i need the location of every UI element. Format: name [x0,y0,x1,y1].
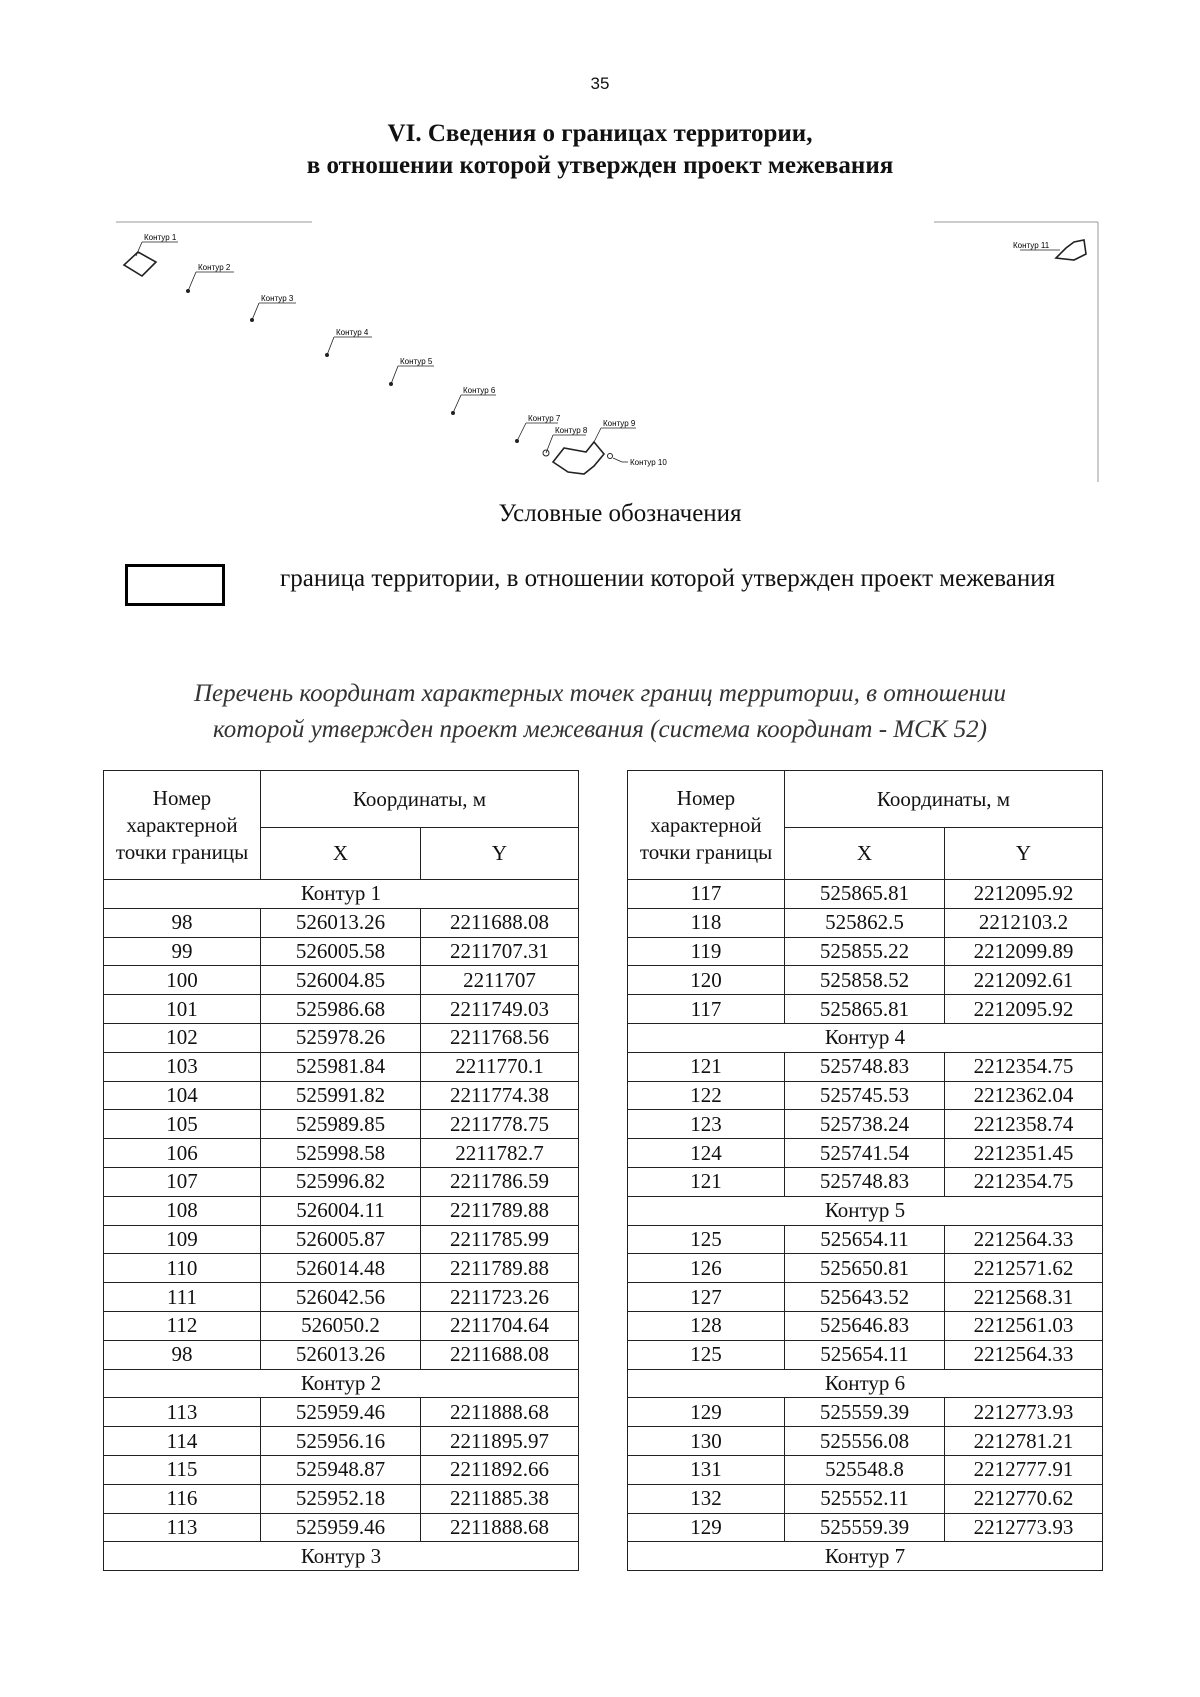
x-coordinate-cell: 525865.81 [785,995,945,1024]
x-coordinate-cell: 525959.46 [261,1513,421,1542]
point-number-cell: 130 [628,1427,785,1456]
table-row [104,1196,579,1225]
point-number-cell: 132 [628,1484,785,1513]
table-row [628,1139,1103,1168]
x-coordinate-cell: 526014.48 [261,1254,421,1283]
y-coordinate-cell: 2212777.91 [945,1455,1103,1484]
y-coordinate-cell: 2212103.2 [945,908,1103,937]
x-coordinate-cell: 525952.18 [261,1484,421,1513]
y-coordinate-cell: 2211895.97 [421,1427,579,1456]
x-coordinate-cell: 526042.56 [261,1283,421,1312]
table-row [628,1225,1103,1254]
legend-title: Условные обозначения [498,500,742,527]
table-row [628,1311,1103,1340]
y-coordinate-cell: 2211707 [421,966,579,995]
x-coordinate-cell: 526013.26 [261,908,421,937]
contour-label-8: Контур 8 [555,426,588,435]
table-row [104,1398,579,1427]
point-number-cell: 120 [628,966,785,995]
y-coordinate-cell: 2212358.74 [945,1110,1103,1139]
header-y: Y [945,828,1103,880]
point-number-cell: 113 [104,1513,261,1542]
x-coordinate-cell: 525948.87 [261,1455,421,1484]
contour-label-5: Контур 5 [400,357,433,366]
y-coordinate-cell: 2211778.75 [421,1110,579,1139]
table-row [104,1023,579,1052]
point-number-cell: 100 [104,966,261,995]
coordinates-caption [0,676,1200,748]
contour-label-7: Контур 7 [528,414,561,423]
contour-name: Контур 4 [628,1023,1103,1052]
table-row [628,995,1103,1024]
point-number-cell: 118 [628,908,785,937]
contour-label-1: Контур 1 [144,233,177,242]
x-coordinate-cell: 525556.08 [785,1427,945,1456]
y-coordinate-cell: 2211749.03 [421,995,579,1024]
x-coordinate-cell: 525654.11 [785,1340,945,1369]
y-coordinate-cell: 2211723.26 [421,1283,579,1312]
y-coordinate-cell: 2211774.38 [421,1081,579,1110]
table-row [104,1455,579,1484]
y-coordinate-cell: 2211768.56 [421,1023,579,1052]
contour-name: Контур 3 [104,1542,579,1571]
contour-10-shape [608,454,613,459]
header-coordinates: Координаты, м [261,771,579,828]
contour-name: Контур 7 [628,1542,1103,1571]
point-number-cell: 98 [104,908,261,937]
point-number-cell: 117 [628,880,785,909]
contour-1-shape [124,252,156,276]
point-number-cell: 116 [104,1484,261,1513]
table-row [104,1427,579,1456]
y-coordinate-cell: 2211888.68 [421,1513,579,1542]
table-row [628,880,1103,909]
table-row [628,1398,1103,1427]
header-coordinates: Координаты, м [785,771,1103,828]
contour-label-11: Контур 11 [1013,241,1050,250]
point-number-cell: 114 [104,1427,261,1456]
x-coordinate-cell: 525748.83 [785,1167,945,1196]
y-coordinate-cell: 2212561.03 [945,1311,1103,1340]
table-row [104,1513,579,1542]
contour-label-3: Контур 3 [261,294,294,303]
table-body-left [104,880,579,1571]
y-coordinate-cell: 2212354.75 [945,1052,1103,1081]
x-coordinate-cell: 525858.52 [785,966,945,995]
section-title-line-2: в отношении которой утвержден проект межевания [306,152,894,179]
table-row [628,1052,1103,1081]
y-coordinate-cell: 2212354.75 [945,1167,1103,1196]
contour-name: Контур 1 [104,880,579,909]
y-coordinate-cell: 2211688.08 [421,908,579,937]
x-coordinate-cell: 525959.46 [261,1398,421,1427]
y-coordinate-cell: 2212095.92 [945,880,1103,909]
header-x: X [261,828,421,880]
point-number-cell: 102 [104,1023,261,1052]
point-number-cell: 127 [628,1283,785,1312]
table-row [628,1283,1103,1312]
point-number-cell: 124 [628,1139,785,1168]
y-coordinate-cell: 2211707.31 [421,937,579,966]
contour-header-row [104,1542,579,1571]
header-x: X [785,828,945,880]
point-number-cell: 119 [628,937,785,966]
table-row [104,1225,579,1254]
table-row [104,1139,579,1168]
contour-header-row [628,1369,1103,1398]
x-coordinate-cell: 525548.8 [785,1455,945,1484]
table-row [628,1167,1103,1196]
x-coordinate-cell: 525654.11 [785,1225,945,1254]
y-coordinate-cell: 2211782.7 [421,1139,579,1168]
boundary-map [116,220,1100,482]
x-coordinate-cell: 525738.24 [785,1110,945,1139]
point-number-cell: 122 [628,1081,785,1110]
x-coordinate-cell: 525989.85 [261,1110,421,1139]
table-row [104,937,579,966]
point-number-cell: 107 [104,1167,261,1196]
point-number-cell: 125 [628,1225,785,1254]
contour-header-row [104,1369,579,1398]
contour-name: Контур 5 [628,1196,1103,1225]
x-coordinate-cell: 525559.39 [785,1398,945,1427]
table-row [104,908,579,937]
contour-label-10: Контур 10 [630,458,667,467]
x-coordinate-cell: 526005.87 [261,1225,421,1254]
table-row [628,908,1103,937]
x-coordinate-cell: 525552.11 [785,1484,945,1513]
point-number-cell: 129 [628,1398,785,1427]
point-number-cell: 99 [104,937,261,966]
y-coordinate-cell: 2212770.62 [945,1484,1103,1513]
coordinates-table-left [103,770,579,1571]
point-number-cell: 106 [104,1139,261,1168]
header-y: Y [421,828,579,880]
y-coordinate-cell: 2212773.93 [945,1398,1103,1427]
y-coordinate-cell: 2211770.1 [421,1052,579,1081]
x-coordinate-cell: 525748.83 [785,1052,945,1081]
x-coordinate-cell: 525986.68 [261,995,421,1024]
point-number-cell: 117 [628,995,785,1024]
section-title [0,118,1200,182]
contour-header-row [628,1196,1103,1225]
y-coordinate-cell: 2212351.45 [945,1139,1103,1168]
x-coordinate-cell: 526004.11 [261,1196,421,1225]
contour-header-row [628,1542,1103,1571]
coordinates-table-right [627,770,1103,1571]
point-number-cell: 111 [104,1283,261,1312]
x-coordinate-cell: 525981.84 [261,1052,421,1081]
table-row [104,1052,579,1081]
y-coordinate-cell: 2212099.89 [945,937,1103,966]
table-row [104,1311,579,1340]
header-point-number: Номер характерной точки границы [104,771,261,880]
point-number-cell: 104 [104,1081,261,1110]
header-point-number: Номер характерной точки границы [628,771,785,880]
table-row [104,1167,579,1196]
point-number-cell: 101 [104,995,261,1024]
x-coordinate-cell: 525996.82 [261,1167,421,1196]
y-coordinate-cell: 2211789.88 [421,1254,579,1283]
table-row [628,1513,1103,1542]
legend-item-text: граница территории, в отношении которой утвержден проект межевания [280,565,1056,592]
y-coordinate-cell: 2211704.64 [421,1311,579,1340]
contour-name: Контур 6 [628,1369,1103,1398]
contour-9-shape [553,442,604,474]
point-number-cell: 110 [104,1254,261,1283]
y-coordinate-cell: 2211785.99 [421,1225,579,1254]
x-coordinate-cell: 525956.16 [261,1427,421,1456]
caption-line-2: которой утвержден проект межевания (система координат - МСК 52) [213,716,987,743]
contour-label-2: Контур 2 [198,263,231,272]
table-row [628,1340,1103,1369]
point-number-cell: 121 [628,1052,785,1081]
table-row [628,1254,1103,1283]
point-number-cell: 113 [104,1398,261,1427]
point-number-cell: 105 [104,1110,261,1139]
x-coordinate-cell: 525643.52 [785,1283,945,1312]
x-coordinate-cell: 525559.39 [785,1513,945,1542]
contour-header-row [628,1023,1103,1052]
y-coordinate-cell: 2211789.88 [421,1196,579,1225]
x-coordinate-cell: 525855.22 [785,937,945,966]
x-coordinate-cell: 525650.81 [785,1254,945,1283]
page-number: 35 [590,74,610,93]
y-coordinate-cell: 2212773.93 [945,1513,1103,1542]
table-row [628,937,1103,966]
table-row [104,995,579,1024]
section-title-line-1: VI. Сведения о границах территории, [387,120,813,147]
table-row [628,1081,1103,1110]
y-coordinate-cell: 2211786.59 [421,1167,579,1196]
table-row [628,1427,1103,1456]
table-row [628,1484,1103,1513]
point-number-cell: 131 [628,1455,785,1484]
table-row [628,1455,1103,1484]
y-coordinate-cell: 2211688.08 [421,1340,579,1369]
table-row [104,1254,579,1283]
table-row [104,966,579,995]
y-coordinate-cell: 2212781.21 [945,1427,1103,1456]
point-number-cell: 129 [628,1513,785,1542]
contour-label-9: Контур 9 [603,419,636,428]
table-row [104,1110,579,1139]
point-number-cell: 109 [104,1225,261,1254]
x-coordinate-cell: 526013.26 [261,1340,421,1369]
y-coordinate-cell: 2211885.38 [421,1484,579,1513]
x-coordinate-cell: 525978.26 [261,1023,421,1052]
y-coordinate-cell: 2212092.61 [945,966,1103,995]
x-coordinate-cell: 526004.85 [261,966,421,995]
point-number-cell: 121 [628,1167,785,1196]
table-body-right [628,880,1103,1571]
point-number-cell: 123 [628,1110,785,1139]
point-number-cell: 103 [104,1052,261,1081]
contour-name: Контур 2 [104,1369,579,1398]
y-coordinate-cell: 2212564.33 [945,1340,1103,1369]
table-row [104,1340,579,1369]
x-coordinate-cell: 525745.53 [785,1081,945,1110]
point-number-cell: 98 [104,1340,261,1369]
contour-label-6: Контур 6 [463,386,496,395]
point-number-cell: 112 [104,1311,261,1340]
boundary-map-drawing [116,220,1100,482]
y-coordinate-cell: 2211888.68 [421,1398,579,1427]
x-coordinate-cell: 526050.2 [261,1311,421,1340]
point-number-cell: 126 [628,1254,785,1283]
contour-11-shape [1056,240,1086,260]
point-number-cell: 128 [628,1311,785,1340]
point-number-cell: 108 [104,1196,261,1225]
table-row [628,966,1103,995]
contour-label-4: Контур 4 [336,328,369,337]
y-coordinate-cell: 2212095.92 [945,995,1103,1024]
table-row [104,1283,579,1312]
table-row [104,1081,579,1110]
table-row [104,1484,579,1513]
y-coordinate-cell: 2212564.33 [945,1225,1103,1254]
point-number-cell: 115 [104,1455,261,1484]
y-coordinate-cell: 2212568.31 [945,1283,1103,1312]
y-coordinate-cell: 2212362.04 [945,1081,1103,1110]
legend-boundary-symbol [125,564,225,606]
x-coordinate-cell: 525991.82 [261,1081,421,1110]
caption-line-1: Перечень координат характерных точек границ территории, в отношении [193,680,1007,707]
point-number-cell: 125 [628,1340,785,1369]
table-row [628,1110,1103,1139]
y-coordinate-cell: 2212571.62 [945,1254,1103,1283]
x-coordinate-cell: 525646.83 [785,1311,945,1340]
x-coordinate-cell: 526005.58 [261,937,421,966]
x-coordinate-cell: 525862.5 [785,908,945,937]
x-coordinate-cell: 525998.58 [261,1139,421,1168]
contour-header-row [104,880,579,909]
y-coordinate-cell: 2211892.66 [421,1455,579,1484]
x-coordinate-cell: 525865.81 [785,880,945,909]
x-coordinate-cell: 525741.54 [785,1139,945,1168]
